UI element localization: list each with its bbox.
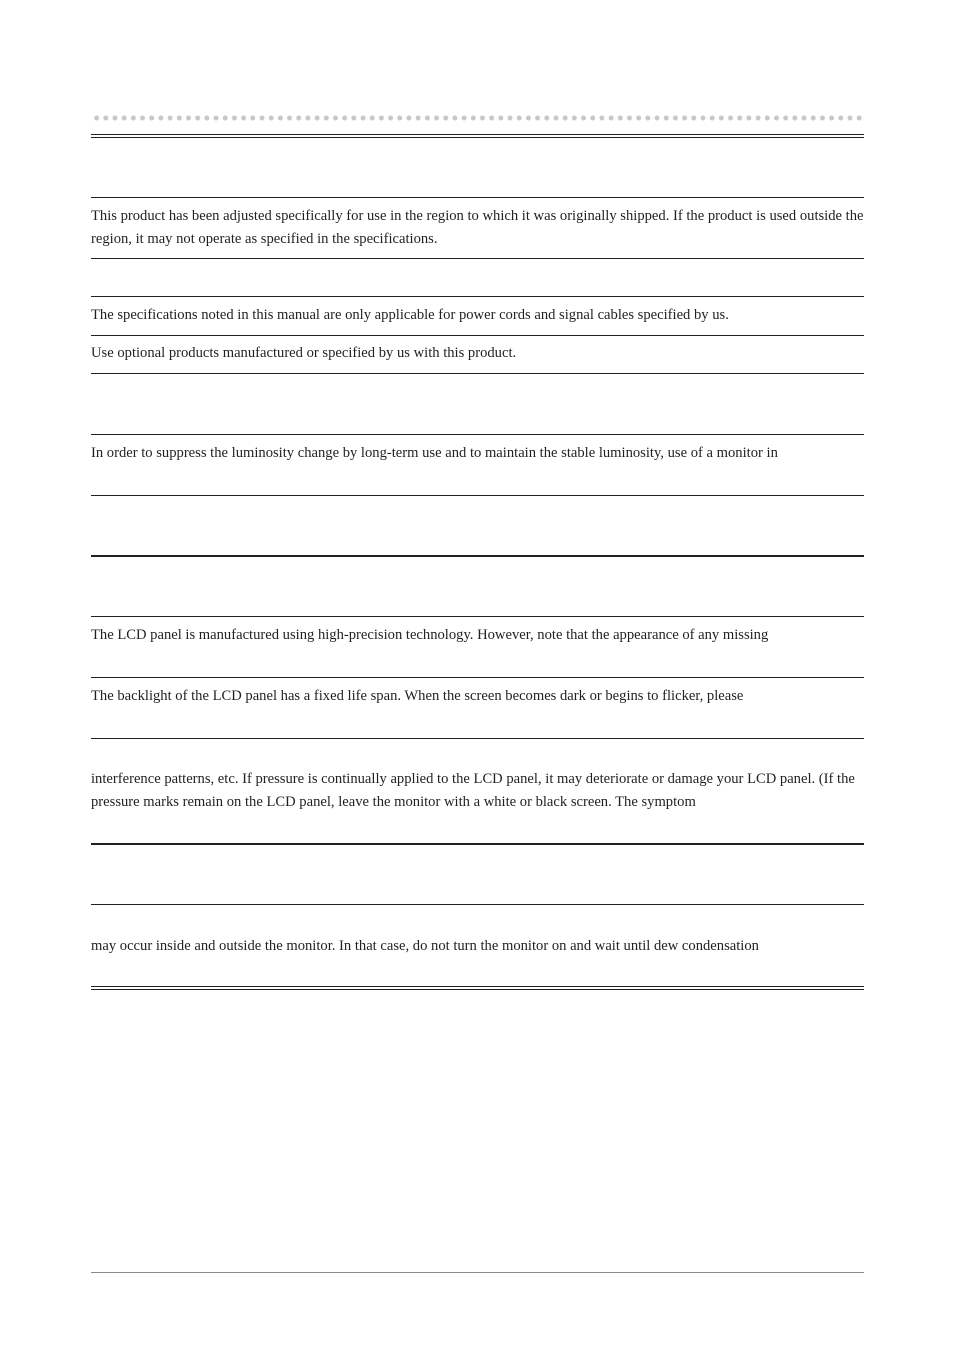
section-rule: [91, 296, 864, 297]
page-footer-rule: [91, 1272, 864, 1273]
section-rule: [91, 904, 864, 905]
section-rule-thick: [91, 843, 864, 845]
section-rule: [91, 258, 864, 259]
paragraph-backlight: The backlight of the LCD panel has a fixed life span. When the screen becomes dark or begins to flicker, please: [91, 688, 744, 704]
footer-double-rule: [91, 986, 864, 990]
paragraph-region: This product has been adjusted specifically for use in the region to which it was originally shipped. If the product is used outside the region, it may not operate as specified in the specifications.: [91, 208, 864, 247]
dotted-header-rule: [92, 114, 864, 122]
paragraph-pressure: interference patterns, etc. If pressure is continually applied to the LCD panel, it may deteriorate or damage your LCD panel. (If the pressure marks remain on the LCD panel, leave the monitor with a white or black screen. The symptom: [91, 771, 855, 810]
section-rule: [91, 677, 864, 678]
section-rule: [91, 197, 864, 198]
section-rule: [91, 335, 864, 336]
paragraph-luminosity: In order to suppress the luminosity change by long-term use and to maintain the stable luminosity, use of a monitor in: [91, 445, 778, 461]
paragraph-lcd-panel: The LCD panel is manufactured using high-precision technology. However, note that the appearance of any missing: [91, 627, 769, 643]
header-double-rule: [91, 134, 864, 138]
section-rule: [91, 434, 864, 435]
section-rule: [91, 738, 864, 739]
paragraph-condensation: may occur inside and outside the monitor. In that case, do not turn the monitor on and wait until dew condensation: [91, 938, 759, 954]
section-rule: [91, 616, 864, 617]
section-rule-thick: [91, 555, 864, 557]
section-rule: [91, 373, 864, 374]
paragraph-cables: The specifications noted in this manual are only applicable for power cords and signal cables specified by us.: [91, 307, 729, 323]
paragraph-optional: Use optional products manufactured or specified by us with this product.: [91, 345, 517, 361]
section-rule: [91, 495, 864, 496]
